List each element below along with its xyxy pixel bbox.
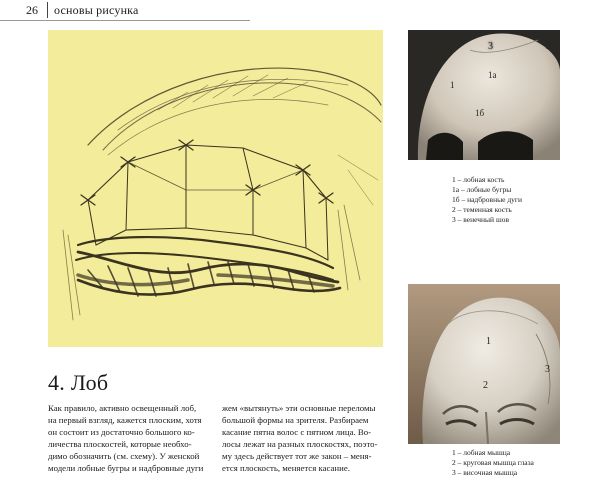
text-line: касание пятна волос с пятном лица. Во-	[222, 427, 372, 437]
legend-item: 3 – венечный шов	[452, 215, 510, 224]
page-header	[0, 0, 600, 22]
legend-item: 1 – лобная кость	[452, 175, 505, 184]
skull-label-3: 3	[488, 41, 493, 52]
text-line: модели лобные бугры и надбровные дуги	[48, 463, 204, 473]
running-title: основы рисунка	[54, 3, 139, 17]
forehead-sketch	[48, 30, 383, 347]
page-number: 26	[26, 3, 38, 17]
legend-item: 1б – надбровные дуги	[452, 195, 522, 204]
text-line: лосы лежат на разных плоскостях, поэто-	[222, 439, 378, 449]
muscle-head-photo	[408, 284, 560, 444]
text-line: он состоит из достаточно большого ко-	[48, 427, 195, 437]
text-line: му здесь действует тот же закон – меня-	[222, 451, 372, 461]
skull-legend	[452, 175, 522, 225]
muscle-legend	[452, 448, 534, 478]
header-rule	[0, 20, 250, 21]
skull-label-1: 1	[450, 80, 455, 90]
head-label-1: 1	[486, 336, 491, 347]
skull-label-1a: 1а	[488, 70, 497, 80]
text-line: ется плоскость, меняется касание.	[222, 463, 350, 473]
body-text-column-2	[222, 402, 392, 474]
head-label-2: 2	[483, 380, 488, 391]
text-line: Как правило, активно освещенный лоб,	[48, 403, 197, 413]
skull-photo	[408, 30, 560, 160]
legend-item: 1 – лобная мышца	[452, 448, 511, 457]
skull-label-1b: 1б	[475, 108, 485, 118]
text-line: личества плоскостей, которые необхо-	[48, 439, 192, 449]
legend-item: 1а – лобные бугры	[452, 185, 512, 194]
legend-item: 3 – височная мышца	[452, 468, 518, 477]
body-text-column-1	[48, 402, 218, 474]
legend-item: 2 – круговая мышца глаза	[452, 458, 534, 467]
text-line: димо обозначить (см. схему). У женской	[48, 451, 200, 461]
text-line: на первый взгляд, кажется плоским, хотя	[48, 415, 202, 425]
head-label-3: 3	[545, 364, 550, 375]
skull-label-2: 2	[546, 41, 551, 51]
text-line: жем «вытянуть» эти основные переломы	[222, 403, 376, 413]
header-separator	[47, 2, 48, 18]
section-title: 4. Лоб	[48, 370, 109, 395]
legend-item: 2 – теменная кость	[452, 205, 512, 214]
text-line: большой формы на зрителя. Разбираем	[222, 415, 369, 425]
